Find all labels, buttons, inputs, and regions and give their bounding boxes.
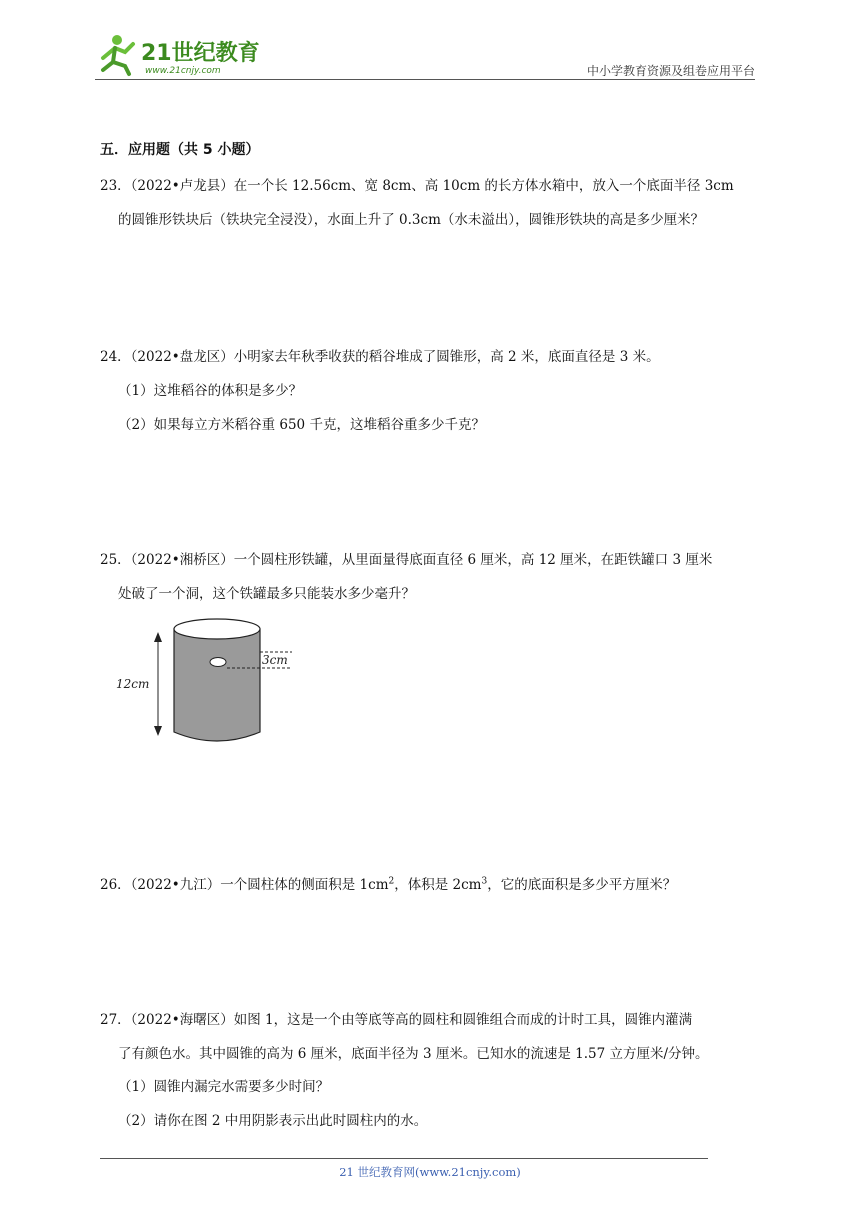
hole-distance-label: 3cm	[262, 653, 288, 667]
logo-text: 21世纪教育	[141, 41, 260, 66]
q23-line2: 的圆锥形铁块后（铁块完全浸没），水面上升了 0.3cm（水未溢出），圆锥形铁块的高是多少厘米？	[118, 212, 705, 228]
q26-line1: 26．（2022•九江）一个圆柱体的侧面积是 $1cm^2$，体积是 $2cm^3$，它的底面积是多少平方厘米？	[100, 876, 677, 893]
height-label: 12cm	[116, 677, 150, 691]
runner-icon	[103, 35, 133, 74]
hole	[210, 658, 226, 667]
cylinder-figure	[112, 612, 312, 752]
q24-sub2: （2）如果每立方米稻谷重 650 千克，这堆稻谷重多少千克？	[118, 417, 485, 433]
logo-url: www.21cnjy.com	[145, 66, 221, 76]
q27-line2: 了有颜色水。其中圆锥的高为 6 厘米，底面半径为 3 厘米。已知水的流速是 1.57 立方厘米/分钟。	[118, 1046, 709, 1062]
q24-sub1: （1）这堆稻谷的体积是多少？	[118, 383, 303, 399]
q27-line1: 27．（2022•海曙区）如图 1，这是一个由等底等高的圆柱和圆锥组合而成的计时工具，圆锥内灌满	[100, 1012, 693, 1028]
q27-sub1: （1）圆锥内漏完水需要多少时间？	[118, 1079, 330, 1095]
q25-line1: 25．（2022•湘桥区）一个圆柱形铁罐，从里面量得底面直径 6 厘米，高 12 厘米，在距铁罐口 3 厘米	[100, 552, 713, 568]
site-logo	[95, 30, 265, 80]
q24-line1: 24．（2022•盘龙区）小明家去年秋季收获的稻谷堆成了圆锥形，高 2 米，底面直径是 3 米。	[100, 349, 660, 365]
cylinder-top	[174, 619, 260, 639]
footer-text: 21 世纪教育网(www.21cnjy.com)	[339, 1165, 521, 1179]
q25-line2: 处破了一个洞，这个铁罐最多只能装水多少毫升？	[118, 586, 415, 602]
q27-sub2: （2）请你在图 2 中用阴影表示出此时圆柱内的水。	[118, 1113, 428, 1129]
section-title: 五．应用题（共 5 小题）	[100, 142, 260, 158]
header-divider	[95, 79, 755, 80]
header-platform-text: 中小学教育资源及组卷应用平台	[586, 64, 755, 78]
q23-line1: 23．（2022•卢龙县）在一个长 12.56cm、宽 8cm、高 10cm 的长方体水箱中，放入一个底面半径 3cm	[100, 178, 734, 194]
cylinder-body	[174, 629, 260, 741]
footer-divider	[100, 1158, 708, 1159]
